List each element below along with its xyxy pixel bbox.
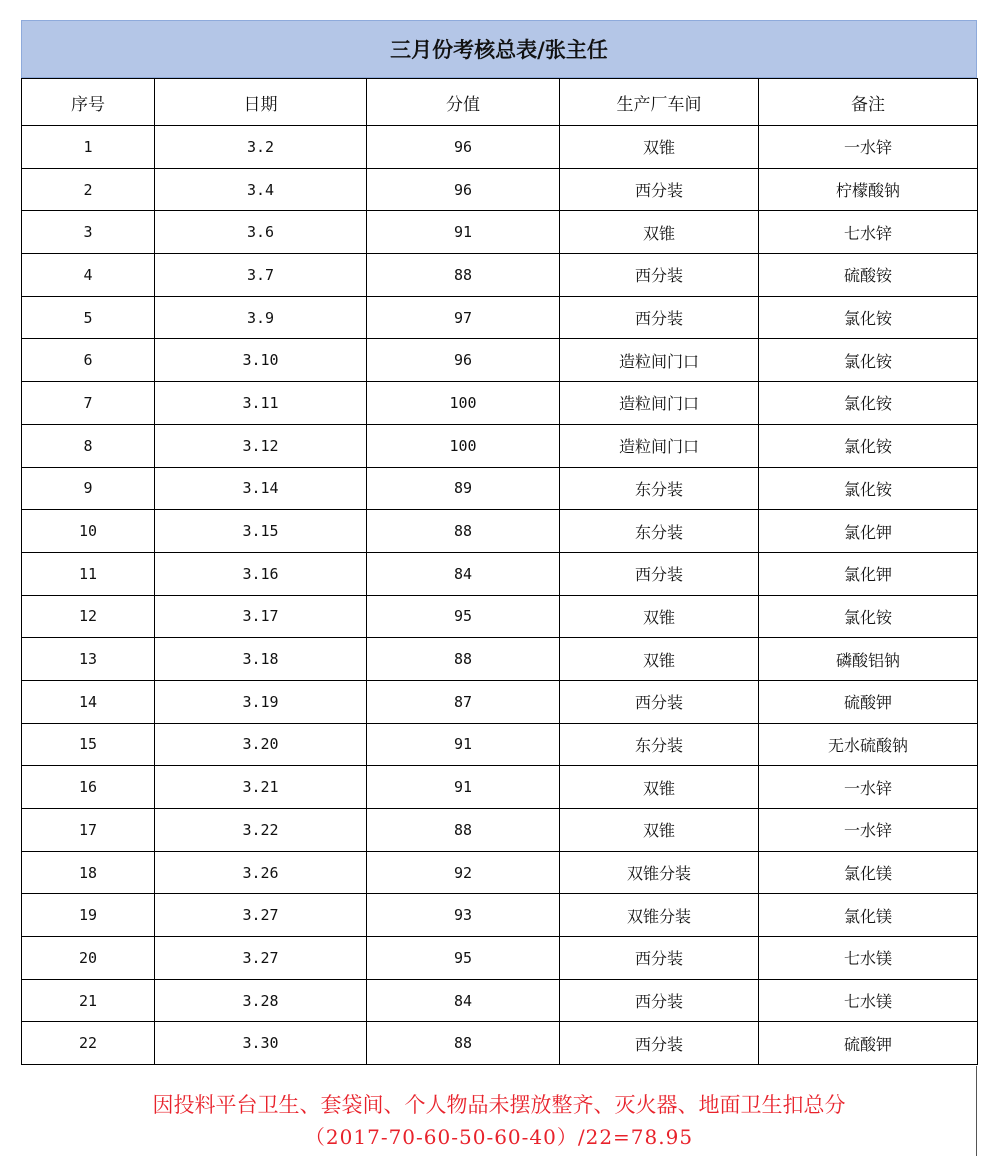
row-date: 3.22 xyxy=(155,809,367,852)
row-workshop: 造粒间门口 xyxy=(560,382,759,425)
row-remark: 硫酸铵 xyxy=(759,254,978,297)
row-date: 3.15 xyxy=(155,510,367,553)
row-score: 96 xyxy=(367,168,560,211)
row-remark: 氯化铵 xyxy=(759,467,978,510)
row-index: 7 xyxy=(22,382,155,425)
row-workshop: 双锥 xyxy=(560,809,759,852)
row-score: 88 xyxy=(367,510,560,553)
row-workshop: 造粒间门口 xyxy=(560,339,759,382)
row-workshop: 造粒间门口 xyxy=(560,424,759,467)
header-remark: 备注 xyxy=(759,79,978,126)
row-score: 88 xyxy=(367,254,560,297)
row-index: 3 xyxy=(22,211,155,254)
row-remark: 柠檬酸钠 xyxy=(759,168,978,211)
row-score: 91 xyxy=(367,766,560,809)
row-remark: 七水镁 xyxy=(759,937,978,980)
table-row xyxy=(22,424,978,467)
table-row xyxy=(22,1022,978,1065)
row-workshop: 西分装 xyxy=(560,1022,759,1065)
row-remark: 七水镁 xyxy=(759,979,978,1022)
row-workshop: 西分装 xyxy=(560,254,759,297)
table-row xyxy=(22,467,978,510)
row-date: 3.30 xyxy=(155,1022,367,1065)
row-date: 3.17 xyxy=(155,595,367,638)
row-remark: 氯化镁 xyxy=(759,851,978,894)
row-workshop: 双锥 xyxy=(560,595,759,638)
table-row xyxy=(22,168,978,211)
header-workshop: 生产厂车间 xyxy=(560,79,759,126)
row-score: 100 xyxy=(367,424,560,467)
row-date: 3.18 xyxy=(155,638,367,681)
row-workshop: 双锥 xyxy=(560,766,759,809)
row-workshop: 双锥 xyxy=(560,126,759,169)
row-remark: 氯化钾 xyxy=(759,510,978,553)
row-score: 84 xyxy=(367,552,560,595)
row-date: 3.28 xyxy=(155,979,367,1022)
table-row xyxy=(22,979,978,1022)
table-row xyxy=(22,766,978,809)
row-workshop: 西分装 xyxy=(560,168,759,211)
row-date: 3.6 xyxy=(155,211,367,254)
row-index: 17 xyxy=(22,809,155,852)
row-date: 3.27 xyxy=(155,894,367,937)
row-remark: 硫酸钾 xyxy=(759,680,978,723)
row-date: 3.9 xyxy=(155,296,367,339)
row-index: 4 xyxy=(22,254,155,297)
row-score: 87 xyxy=(367,680,560,723)
table-row xyxy=(22,296,978,339)
table-row xyxy=(22,126,978,169)
row-date: 3.14 xyxy=(155,467,367,510)
row-score: 88 xyxy=(367,638,560,681)
table-row xyxy=(22,211,978,254)
header-row xyxy=(22,79,978,126)
row-remark: 七水锌 xyxy=(759,211,978,254)
row-index: 11 xyxy=(22,552,155,595)
deduction-note xyxy=(21,1088,977,1152)
row-score: 91 xyxy=(367,211,560,254)
row-score: 84 xyxy=(367,979,560,1022)
table-row xyxy=(22,339,978,382)
row-workshop: 双锥分装 xyxy=(560,851,759,894)
row-index: 16 xyxy=(22,766,155,809)
row-remark: 氯化铵 xyxy=(759,382,978,425)
row-remark: 无水硫酸钠 xyxy=(759,723,978,766)
row-index: 6 xyxy=(22,339,155,382)
row-workshop: 西分装 xyxy=(560,680,759,723)
header-index: 序号 xyxy=(22,79,155,126)
row-date: 3.26 xyxy=(155,851,367,894)
row-score: 100 xyxy=(367,382,560,425)
header-score: 分值 xyxy=(367,79,560,126)
row-remark: 一水锌 xyxy=(759,766,978,809)
table-row xyxy=(22,723,978,766)
row-score: 93 xyxy=(367,894,560,937)
row-workshop: 西分装 xyxy=(560,937,759,980)
row-score: 96 xyxy=(367,339,560,382)
row-date: 3.11 xyxy=(155,382,367,425)
row-index: 14 xyxy=(22,680,155,723)
row-remark: 氯化铵 xyxy=(759,595,978,638)
row-index: 19 xyxy=(22,894,155,937)
row-remark: 硫酸钾 xyxy=(759,1022,978,1065)
row-remark: 一水锌 xyxy=(759,809,978,852)
table-row xyxy=(22,937,978,980)
row-workshop: 东分装 xyxy=(560,467,759,510)
row-score: 89 xyxy=(367,467,560,510)
row-date: 3.7 xyxy=(155,254,367,297)
row-index: 2 xyxy=(22,168,155,211)
row-date: 3.2 xyxy=(155,126,367,169)
row-date: 3.12 xyxy=(155,424,367,467)
row-score: 88 xyxy=(367,809,560,852)
row-remark: 氯化铵 xyxy=(759,296,978,339)
row-workshop: 东分装 xyxy=(560,723,759,766)
row-date: 3.19 xyxy=(155,680,367,723)
table-row xyxy=(22,510,978,553)
row-score: 97 xyxy=(367,296,560,339)
row-date: 3.21 xyxy=(155,766,367,809)
table-row xyxy=(22,809,978,852)
score-sheet xyxy=(21,20,977,1065)
note-line-2: （2017-70-60-50-60-40）/22=78.95 xyxy=(304,1125,694,1149)
table-row xyxy=(22,638,978,681)
table-row xyxy=(22,595,978,638)
header-date: 日期 xyxy=(155,79,367,126)
row-index: 12 xyxy=(22,595,155,638)
row-workshop: 双锥 xyxy=(560,638,759,681)
row-date: 3.4 xyxy=(155,168,367,211)
row-score: 95 xyxy=(367,937,560,980)
row-workshop: 双锥 xyxy=(560,211,759,254)
row-score: 96 xyxy=(367,126,560,169)
table-row xyxy=(22,894,978,937)
score-table xyxy=(21,78,978,1065)
row-date: 3.16 xyxy=(155,552,367,595)
table-row xyxy=(22,851,978,894)
row-index: 15 xyxy=(22,723,155,766)
row-index: 5 xyxy=(22,296,155,339)
table-row xyxy=(22,680,978,723)
row-remark: 氯化铵 xyxy=(759,339,978,382)
row-remark: 磷酸铝钠 xyxy=(759,638,978,681)
table-row xyxy=(22,382,978,425)
row-workshop: 西分装 xyxy=(560,552,759,595)
row-index: 9 xyxy=(22,467,155,510)
row-score: 92 xyxy=(367,851,560,894)
row-score: 91 xyxy=(367,723,560,766)
row-index: 13 xyxy=(22,638,155,681)
row-workshop: 西分装 xyxy=(560,296,759,339)
row-date: 3.10 xyxy=(155,339,367,382)
row-workshop: 东分装 xyxy=(560,510,759,553)
row-score: 88 xyxy=(367,1022,560,1065)
row-index: 20 xyxy=(22,937,155,980)
row-index: 21 xyxy=(22,979,155,1022)
table-body xyxy=(22,126,978,1065)
row-remark: 氯化铵 xyxy=(759,424,978,467)
row-index: 22 xyxy=(22,1022,155,1065)
note-line-1: 因投料平台卫生、套袋间、个人物品未摆放整齐、灭火器、地面卫生扣总分 xyxy=(152,1093,846,1117)
row-score: 95 xyxy=(367,595,560,638)
table-row xyxy=(22,254,978,297)
row-index: 8 xyxy=(22,424,155,467)
row-date: 3.20 xyxy=(155,723,367,766)
row-index: 18 xyxy=(22,851,155,894)
row-remark: 氯化镁 xyxy=(759,894,978,937)
row-remark: 氯化钾 xyxy=(759,552,978,595)
row-workshop: 西分装 xyxy=(560,979,759,1022)
row-index: 10 xyxy=(22,510,155,553)
sheet-title: 三月份考核总表/张主任 xyxy=(21,20,977,78)
row-index: 1 xyxy=(22,126,155,169)
row-workshop: 双锥分装 xyxy=(560,894,759,937)
row-date: 3.27 xyxy=(155,937,367,980)
table-row xyxy=(22,552,978,595)
row-remark: 一水锌 xyxy=(759,126,978,169)
